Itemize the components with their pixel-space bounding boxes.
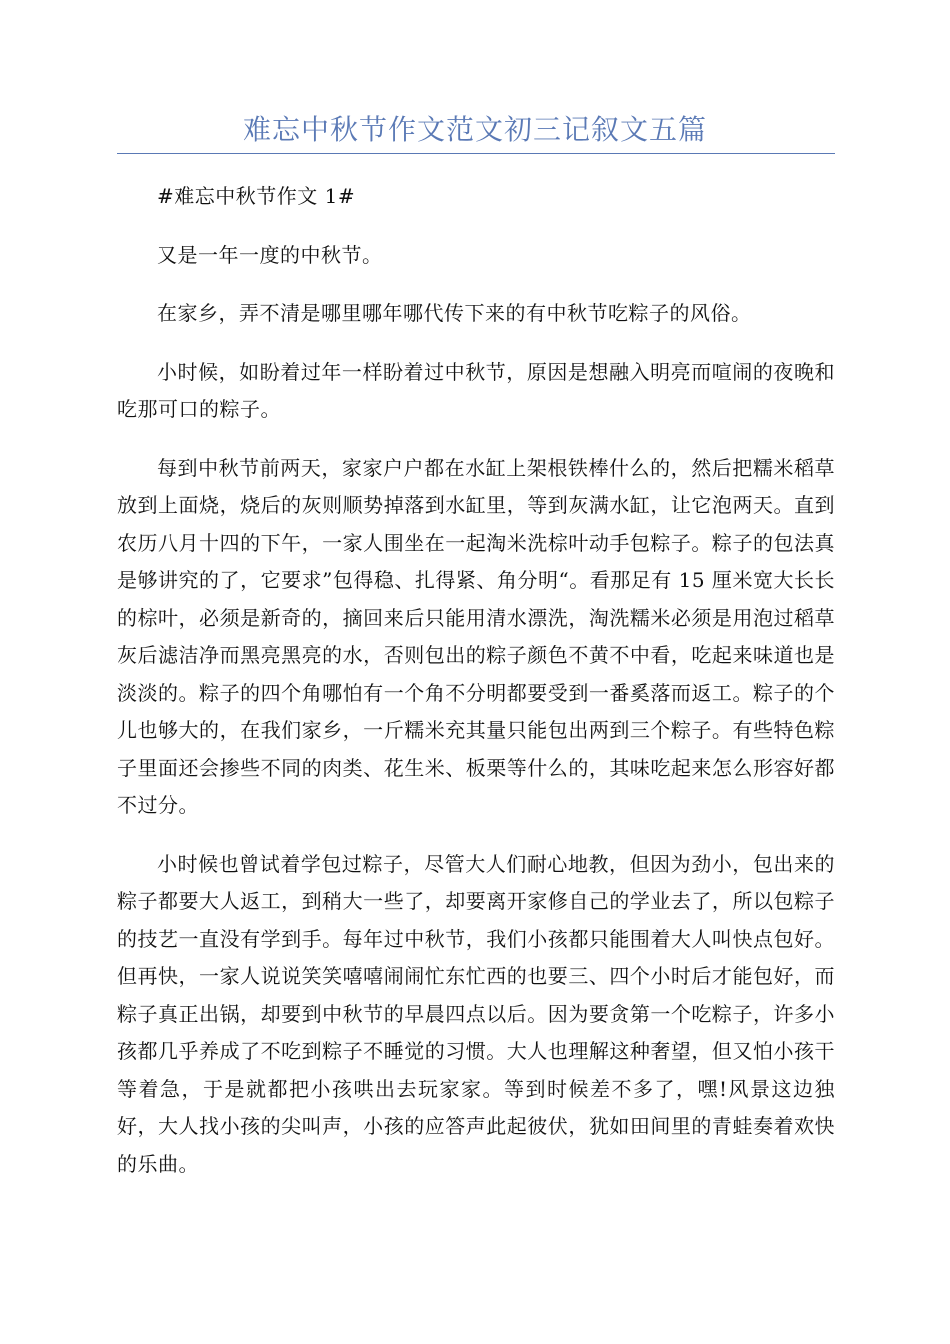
title-underline [117,153,835,154]
document-body [117,178,835,1204]
paragraph: 在家乡，弄不清是哪里哪年哪代传下来的有中秋节吃粽子的风俗。 [157,301,752,325]
paragraph: 每到中秋节前两天，家家户户都在水缸上架根铁棒什么的，然后把糯米稻草放到上面烧，烧后的灰则顺势掉落到水缸里，等到灰满水缸，让它泡两天。直到农历八月十四的下午，一家人围坐在一起淘米洗棕叶动手包粽子。粽子的包法真是够讲究的了，它要求”包得稳、扎得紧、角分明“。看那足有 15 厘米宽大长长的棕叶，必须是新奇的，摘回来后只能用清水漂洗，淘洗糯米必须是用泡过稻草灰后滤洁净而黑亮黑亮的水，否则包出的粽子颜色不黄不中看，吃起来味道也是淡淡的。粽子的四个角哪怕有一个角不分明都要受到一番奚落而返工。粽子的个儿也够大的，在我们家乡，一斤糯米充其量只能包出两到三个粽子。有些特色粽子里面还会掺些不同的肉类、花生米、板栗等什么的，其味吃起来怎么形容好都不过分。 [117,455,835,817]
document-title: 难忘中秋节作文范文初三记叙文五篇 [242,113,707,146]
paragraph: 小时候，如盼着过年一样盼着过中秋节，原因是想融入明亮而喧闹的夜晚和吃那可口的粽子。 [117,359,835,421]
section-heading: #难忘中秋节作文 1# [157,184,356,208]
paragraph: 小时候也曾试着学包过粽子，尽管大人们耐心地教，但因为劲小，包出来的粽子都要大人返工，到稍大一些了，却要离开家修自己的学业去了，所以包粽子的技艺一直没有学到手。每年过中秋节，我们小孩都只能围着大人叫快点包好。但再快，一家人说说笑笑嘻嘻闹闹忙东忙西的也要三、四个小时后才能包好，而粽子真正出锅，却要到中秋节的早晨四点以后。因为要贪第一个吃粽子，许多小孩都几乎养成了不吃到粽子不睡觉的习惯。大人也理解这种奢望，但又怕小孩干等着急，于是就都把小孩哄出去玩家家。等到时候差不多了，嘿!风景这边独好，大人找小孩的尖叫声，小孩的应答声此起彼伏，犹如田间里的青蛙奏着欢快的乐曲。 [117,851,835,1176]
paragraph: 又是一年一度的中秋节。 [157,242,383,267]
